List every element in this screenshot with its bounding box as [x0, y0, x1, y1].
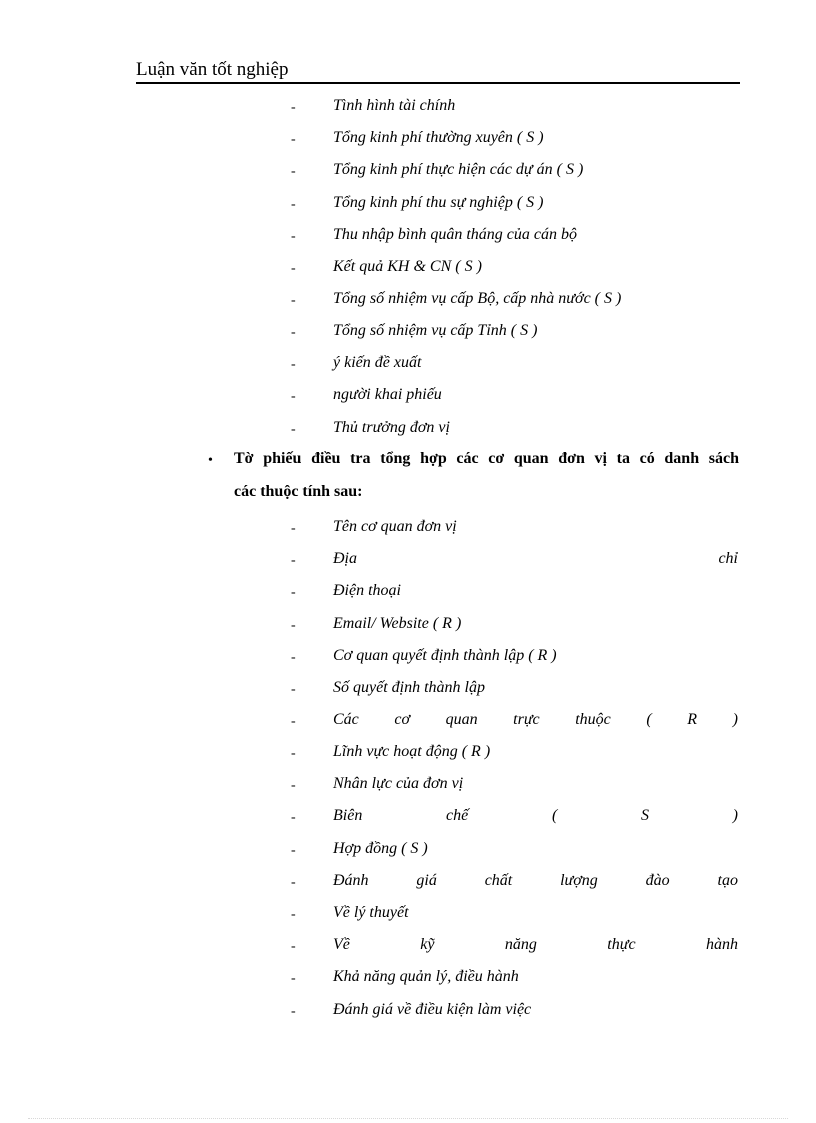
word: (: [551, 807, 558, 824]
word: chỉ: [718, 550, 738, 567]
word: Địa: [333, 550, 357, 567]
dash-bullet: -: [291, 261, 296, 276]
word: Đánh: [333, 872, 369, 889]
list-item-text: Kết quả KH & CN ( S ): [333, 258, 482, 275]
dash-bullet: -: [291, 939, 296, 954]
word: R: [687, 711, 698, 728]
word: Các: [333, 711, 359, 728]
word: thực: [607, 936, 636, 953]
list-item: [0, 966, 816, 996]
word: cơ: [394, 711, 410, 728]
list-item: [0, 805, 816, 835]
list-item: [0, 613, 816, 643]
bullet-dot: •: [208, 453, 213, 468]
dash-bullet: -: [291, 389, 296, 404]
word: tạo: [717, 872, 738, 889]
dash-bullet: -: [291, 357, 296, 372]
list-item-text: [333, 934, 738, 956]
list-item-text: [333, 805, 738, 827]
list-item-text: Tên cơ quan đơn vị: [333, 518, 457, 535]
list-item-text: Nhân lực của đơn vị: [333, 775, 464, 792]
word: chất: [484, 872, 513, 889]
list-item: [0, 645, 816, 675]
list-item-text: [333, 709, 738, 731]
list-item: [0, 256, 816, 286]
dash-bullet: -: [291, 585, 296, 600]
dash-bullet: -: [291, 197, 296, 212]
dash-bullet: -: [291, 1004, 296, 1019]
list-item-text: Hợp đồng ( S ): [333, 840, 428, 857]
dash-bullet: -: [291, 100, 296, 115]
list-item-text: Lĩnh vực hoạt động ( R ): [333, 743, 491, 760]
dash-bullet: -: [291, 293, 296, 308]
word: quan: [445, 711, 478, 728]
word: thuộc: [575, 711, 611, 728]
list-item: [0, 95, 816, 125]
list-item: [0, 580, 816, 610]
word: (: [646, 711, 652, 728]
list-item: [0, 677, 816, 707]
dash-bullet: -: [291, 650, 296, 665]
list-item: [0, 352, 816, 382]
bullet-paragraph: [0, 447, 816, 511]
list-item: [0, 773, 816, 803]
dash-bullet: -: [291, 164, 296, 179]
list-item-text: Thủ trưởng đơn vị: [333, 419, 450, 436]
word: Biên: [333, 807, 363, 824]
list-item: [0, 999, 816, 1029]
list-item-text: Tình hình tài chính: [333, 97, 456, 114]
dash-bullet: -: [291, 422, 296, 437]
word: đào: [645, 872, 670, 889]
list-item-text: người khai phiếu: [333, 386, 442, 403]
list-item: [0, 934, 816, 964]
dash-bullet: -: [291, 971, 296, 986]
list-item-text: [333, 548, 738, 570]
bullet-text-line-1: Tờ phiếu điều tra tổng hợp các cơ quan đơn vị ta có danh sách: [234, 450, 739, 467]
bullet-text-line-2: các thuộc tính sau:: [234, 483, 363, 500]
list-item-text: Số quyết định thành lập: [333, 679, 485, 696]
list-item-text: ý kiến đề xuất: [333, 354, 422, 371]
list-item: [0, 741, 816, 771]
list-item: [0, 384, 816, 414]
dash-bullet: -: [291, 521, 296, 536]
dash-bullet: -: [291, 714, 296, 729]
word: Về: [333, 936, 350, 953]
list-item-text: Cơ quan quyết định thành lập ( R ): [333, 647, 557, 664]
list-item: [0, 838, 816, 868]
word: S: [640, 807, 649, 824]
list-item: [0, 709, 816, 739]
list-item: [0, 902, 816, 932]
word: năng: [504, 936, 537, 953]
list-item-text: Tổng kinh phí thường xuyên ( S ): [333, 129, 544, 146]
list-item: [0, 870, 816, 900]
list-item: [0, 224, 816, 254]
word: giá: [416, 872, 437, 889]
dash-bullet: -: [291, 618, 296, 633]
page-bottom-divider: [28, 1118, 788, 1119]
list-item: [0, 417, 816, 447]
list-item-text: [333, 870, 738, 892]
list-item-text: Tổng số nhiệm vụ cấp Bộ, cấp nhà nước ( S ): [333, 290, 622, 307]
list-item: [0, 288, 816, 318]
list-item: [0, 159, 816, 189]
list-item-text: Email/ Website ( R ): [333, 615, 462, 632]
dash-bullet: -: [291, 875, 296, 890]
list-item-text: Tổng số nhiệm vụ cấp Tỉnh ( S ): [333, 322, 538, 339]
dash-bullet: -: [291, 778, 296, 793]
word: trực: [513, 711, 540, 728]
word: chế: [446, 807, 469, 824]
dash-bullet: -: [291, 682, 296, 697]
dash-bullet: -: [291, 325, 296, 340]
list-item: [0, 192, 816, 222]
list-item-text: Điện thoại: [333, 582, 401, 599]
header-title: Luận văn tốt nghiệp: [136, 59, 289, 80]
list-item: [0, 548, 816, 578]
word: ): [732, 711, 738, 728]
list-item-text: Tổng kinh phí thực hiện các dự án ( S ): [333, 161, 584, 178]
dash-bullet: -: [291, 810, 296, 825]
word: hành: [705, 936, 738, 953]
list-item: [0, 320, 816, 350]
list-item-text: Tổng kinh phí thu sự nghiệp ( S ): [333, 194, 544, 211]
dash-bullet: -: [291, 746, 296, 761]
list-item-text: Về lý thuyết: [333, 904, 409, 921]
list-item-text: Đánh giá về điều kiện làm việc: [333, 1001, 532, 1018]
dash-bullet: -: [291, 553, 296, 568]
word: lượng: [560, 872, 598, 889]
page-header: [136, 58, 740, 84]
list-item-text: Thu nhập bình quân tháng của cán bộ: [333, 226, 577, 243]
dash-bullet: -: [291, 843, 296, 858]
list-item: [0, 127, 816, 157]
dash-bullet: -: [291, 907, 296, 922]
word: ): [732, 807, 738, 824]
list-item: [0, 516, 816, 546]
dash-bullet: -: [291, 229, 296, 244]
word: kỹ: [420, 936, 435, 953]
list-item-text: Khả năng quản lý, điều hành: [333, 968, 519, 985]
dash-bullet: -: [291, 132, 296, 147]
